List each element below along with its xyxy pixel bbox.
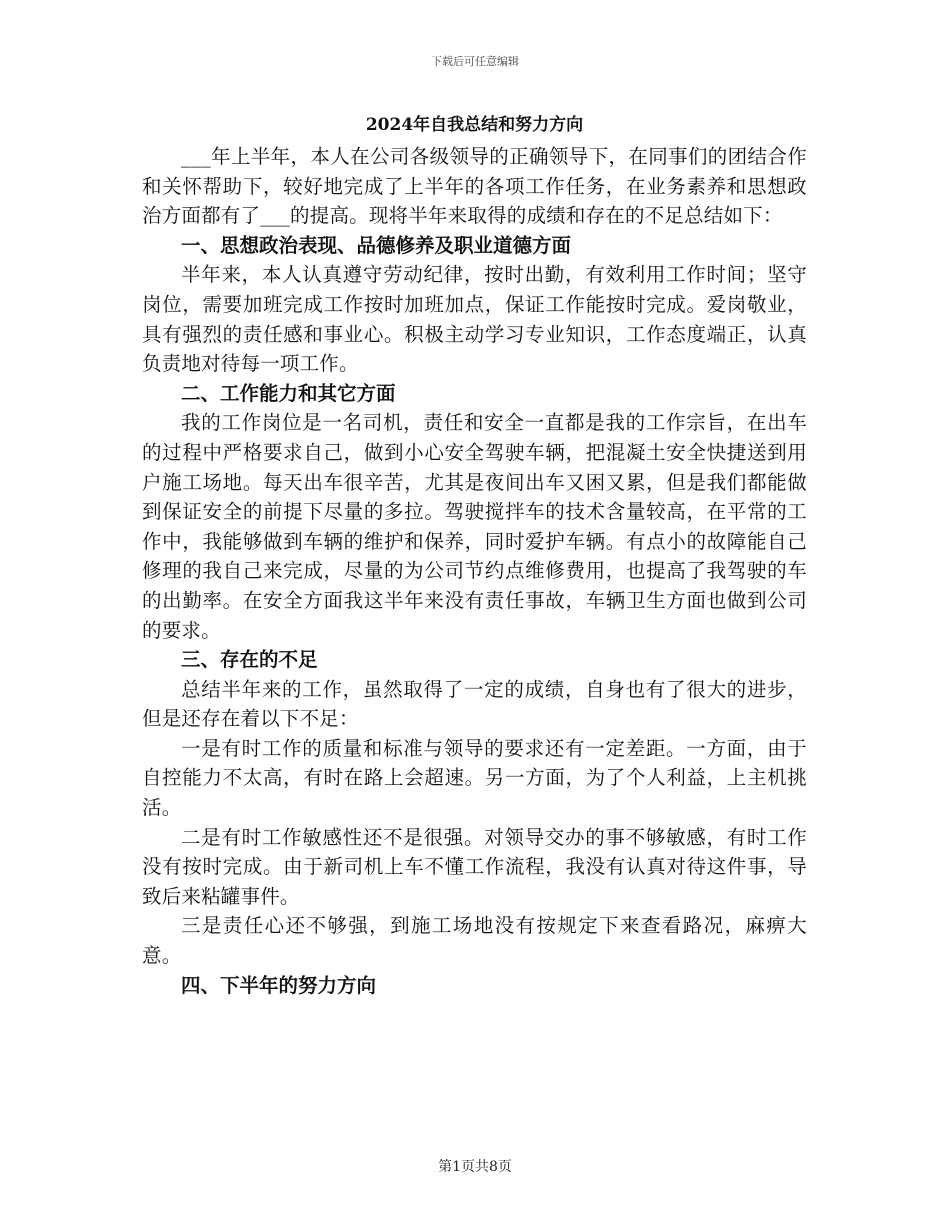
section-heading-3: 三、存在的不足	[181, 648, 318, 672]
section-heading-1: 一、思想政治表现、品德修养及职业道德方面	[181, 233, 572, 257]
shortcoming-1-paragraph: 一是有时工作的质量和标准与领导的要求还有一定差距。一方面，由于自控能力不太高，有时在路上会超速。另一方面，为了个人利益，上主机挑活。	[142, 736, 807, 820]
shortcoming-2-paragraph: 二是有时工作敏感性还不是很强。对领导交办的事不够敏感，有时工作没有按时完成。由于新司机上车不懂工作流程，我没有认真对待这件事，导致后来粘罐事件。	[142, 825, 807, 908]
document-body	[142, 108, 807, 1000]
document-title: 2024年自我总结和努力方向	[365, 115, 584, 135]
page-number: 第1页共8页	[438, 1159, 512, 1175]
section-heading-2: 二、工作能力和其它方面	[181, 381, 396, 405]
section-2-paragraph: 我的工作岗位是一名司机，责任和安全一直都是我的工作宗旨，在出车的过程中严格要求自己，做到小心安全驾驶车辆，把混凝土安全快捷送到用户施工场地。每天出车很辛苦，尤其是夜间出车又困又累，但是我们都能做到保证安全的前提下尽量的多拉。驾驶搅拌车的技术含量较高，在平常的工作中，我能够做到车辆的维护和保养，同时爱护车辆。有点小的故障能自己修理的我自己来完成，尽量的为公司节约点维修费用，也提高了我驾驶的车的出勤率。在安全方面我这半年来没有责任事故，车辆卫生方面也做到公司的要求。	[142, 411, 807, 642]
shortcoming-3-paragraph: 三是责任心还不够强，到施工场地没有按规定下来查看路况，麻痹大意。	[142, 914, 807, 968]
intro-paragraph: ___年上半年，本人在公司各级领导的正确领导下，在同事们的团结合作和关怀帮助下，较好地完成了上半年的各项工作任务，在业务素养和思想政治方面都有了___的提高。现将半年来取得的成绩和存在的不足总结如下：	[142, 145, 807, 228]
section-3-paragraph: 总结半年来的工作，虽然取得了一定的成绩，自身也有了很大的进步，但是还存在着以下不足：	[142, 677, 807, 731]
page-header-note: 下载后可任意编辑	[431, 55, 519, 68]
section-heading-4: 四、下半年的努力方向	[181, 973, 377, 997]
section-1-paragraph: 半年来，本人认真遵守劳动纪律，按时出勤，有效利用工作时间；坚守岗位，需要加班完成工作按时加班加点，保证工作能按时完成。爱岗敬业，具有强烈的责任感和事业心。积极主动学习专业知识，工作态度端正，认真负责地对待每一项工作。	[142, 263, 807, 376]
